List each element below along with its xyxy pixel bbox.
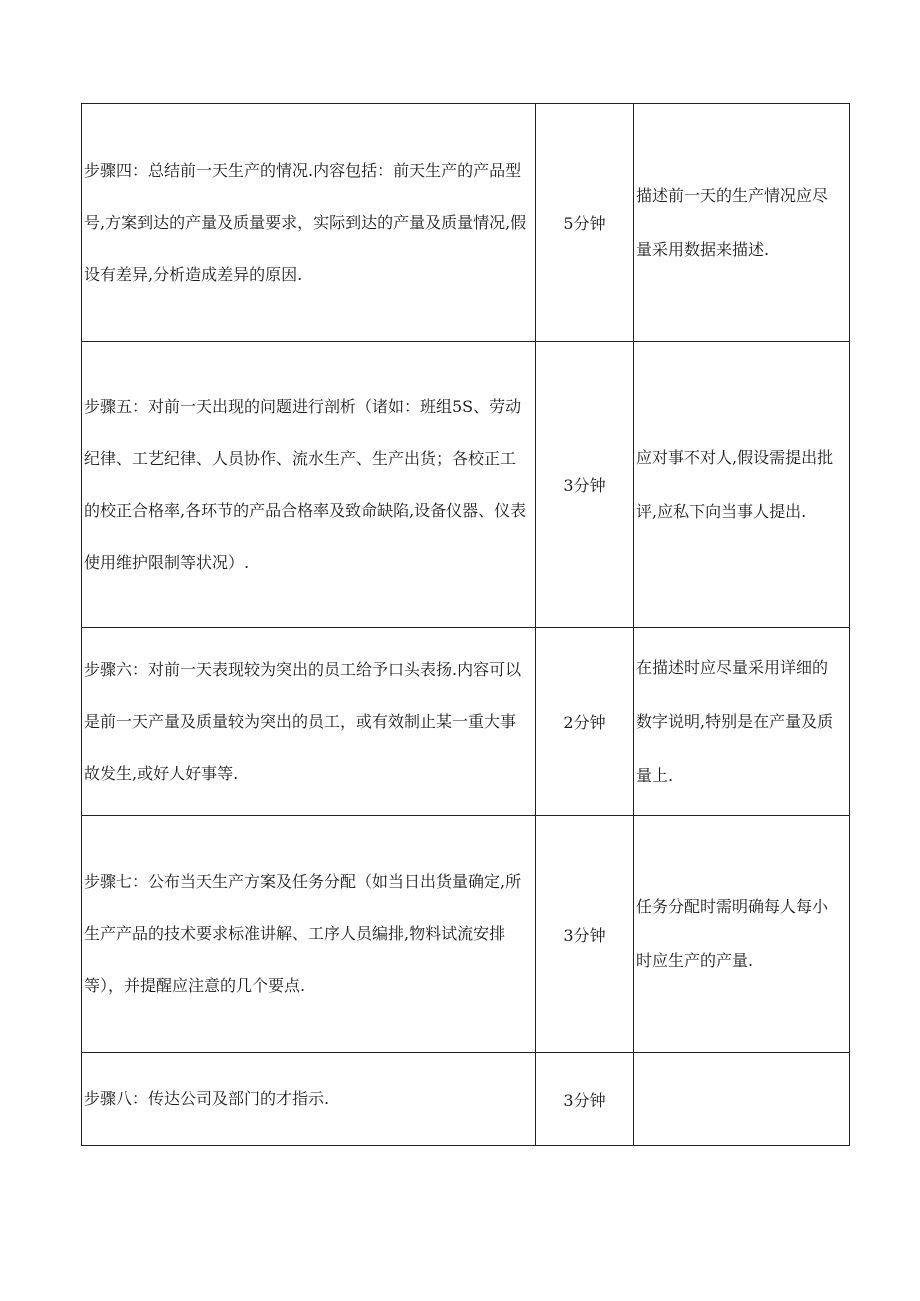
step-note: 描述前一天的生产情况应尽量采用数据来描述. <box>636 185 829 259</box>
step-description-cell <box>82 104 536 342</box>
step-duration-cell <box>536 816 634 1053</box>
step-duration: 3分钟 <box>563 476 606 495</box>
step-duration-cell <box>536 104 634 342</box>
step-description-cell <box>82 816 536 1053</box>
step-duration: 2分钟 <box>563 713 606 732</box>
step-duration-cell <box>536 628 634 816</box>
table-row <box>82 342 850 628</box>
step-description: 步骤八：传达公司及部门的才指示. <box>84 1089 330 1108</box>
step-note-cell <box>634 342 850 628</box>
step-description: 步骤四：总结前一天生产的情况.内容包括：前天生产的产品型号,方案到达的产量及质量要求，实际到达的产量及质量情况,假设有差异,分析造成差异的原因. <box>84 160 527 284</box>
step-note-cell <box>634 628 850 816</box>
table-row <box>82 104 850 342</box>
step-description: 步骤七：公布当天生产方案及任务分配（如当日出货量确定,所生产产品的技术要求标准讲解、工序人员编排,物料试流安排等），并提醒应注意的几个要点. <box>84 872 522 995</box>
step-duration-cell <box>536 1053 634 1146</box>
step-description: 步骤六：对前一天表现较为突出的员工给予口头表扬.内容可以是前一天产量及质量较为突出的员工，或有效制止某一重大事故发生,或好人好事等. <box>84 659 522 783</box>
table-row <box>82 628 850 816</box>
step-duration: 3分钟 <box>563 925 606 945</box>
step-note: 在描述时应尽量采用详细的数字说明,特别是在产量及质量上. <box>636 657 834 785</box>
table-row <box>82 816 850 1053</box>
step-note: 任务分配时需明确每人每小时应生产的产量. <box>636 897 829 970</box>
step-description: 步骤五：对前一天出现的问题进行剖析（诸如：班组5S、劳动纪律、工艺纪律、人员协作、流水生产、生产出货；各校正工的校正合格率,各环节的产品合格率及致命缺陷,设备仪器、仪表使用维护限制等状况）. <box>84 396 527 572</box>
step-description-cell <box>82 1053 536 1146</box>
step-description-cell <box>82 342 536 628</box>
step-duration: 3分钟 <box>563 1090 606 1110</box>
step-duration: 5分钟 <box>563 214 606 233</box>
step-description-cell <box>82 628 536 816</box>
step-note: 应对事不对人,假设需提出批评,应私下向当事人提出. <box>636 447 834 521</box>
step-note-cell <box>634 1053 850 1146</box>
meeting-steps-table <box>81 103 850 1146</box>
step-duration-cell <box>536 342 634 628</box>
table-row <box>82 1053 850 1146</box>
step-note-cell <box>634 104 850 342</box>
step-note-cell <box>634 816 850 1053</box>
